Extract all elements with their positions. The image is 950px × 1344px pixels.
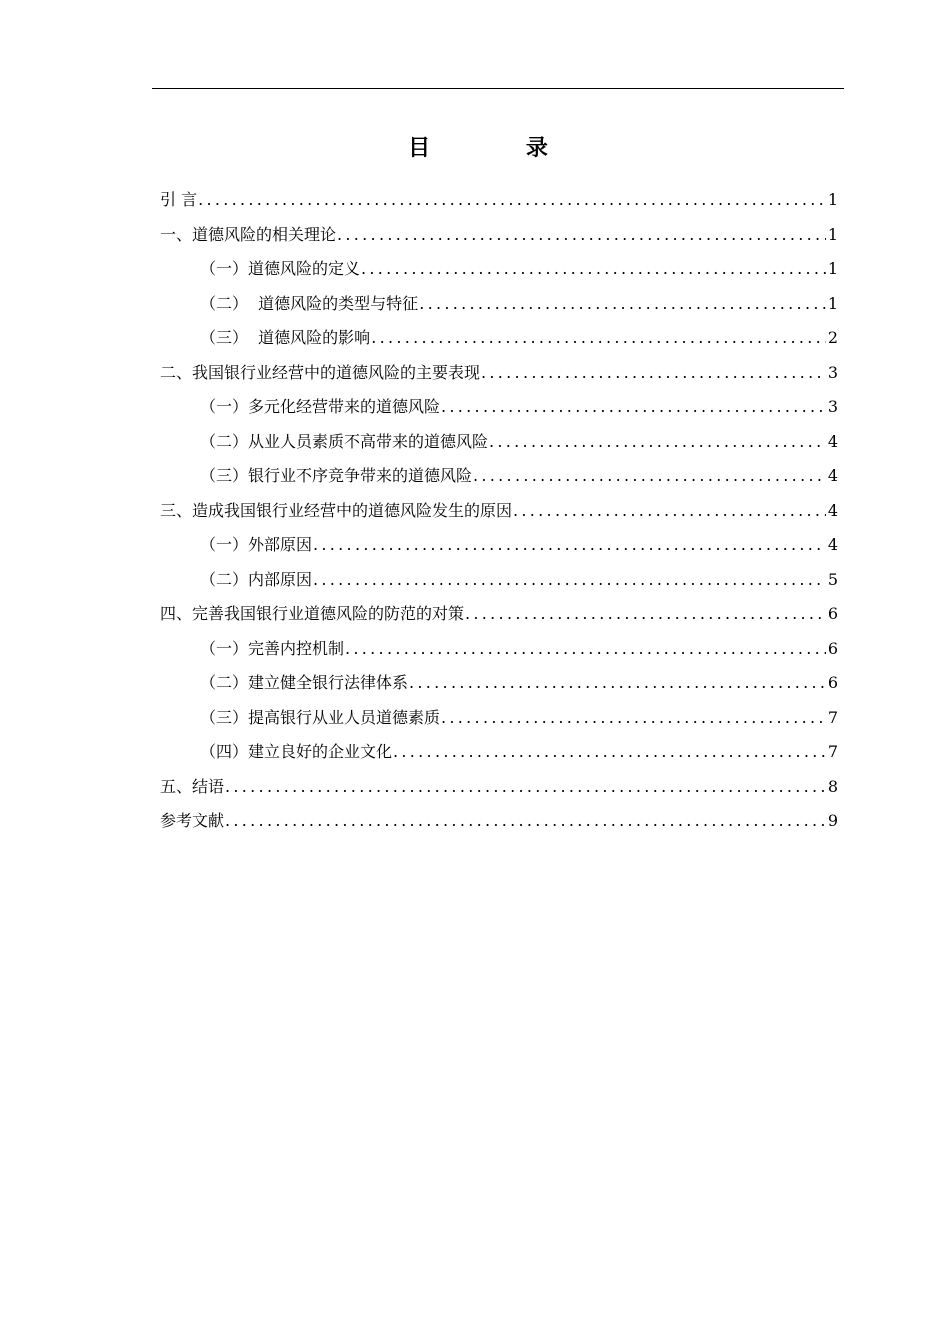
toc-dot-leader bbox=[513, 494, 826, 529]
toc-page-number: 7 bbox=[827, 707, 838, 727]
toc-dot-leader bbox=[409, 666, 826, 701]
toc-dot-leader bbox=[473, 459, 826, 494]
toc-entry-label: （三） 道德风险的影响 bbox=[200, 328, 371, 347]
toc-dot-leader bbox=[225, 770, 826, 805]
toc-entry[interactable] bbox=[160, 459, 838, 494]
toc-entry[interactable] bbox=[160, 563, 838, 598]
toc-page-number: 4 bbox=[827, 431, 838, 451]
toc-entry[interactable] bbox=[160, 252, 838, 287]
toc-entry[interactable] bbox=[160, 632, 838, 667]
toc-entry-label: 参考文献 bbox=[160, 811, 225, 830]
toc-page-number: 1 bbox=[827, 259, 838, 278]
toc-entry[interactable] bbox=[160, 183, 838, 218]
table-of-contents bbox=[160, 183, 838, 839]
toc-page-number: 4 bbox=[827, 500, 838, 520]
toc-entry-label: （三）银行业不序竞争带来的道德风险 bbox=[200, 466, 473, 485]
toc-entry-label: 引 言 bbox=[160, 190, 198, 209]
toc-entry[interactable] bbox=[160, 356, 838, 391]
toc-entry[interactable] bbox=[160, 218, 838, 253]
page-title: 目 录 bbox=[408, 135, 592, 161]
toc-dot-leader bbox=[481, 356, 826, 391]
toc-entry[interactable] bbox=[160, 390, 838, 425]
toc-page-number: 2 bbox=[827, 328, 838, 347]
toc-entry[interactable] bbox=[160, 287, 838, 322]
toc-page-number: 9 bbox=[827, 811, 838, 830]
toc-dot-leader bbox=[371, 321, 826, 356]
toc-entry-label: （二）内部原因 bbox=[200, 569, 313, 589]
toc-entry[interactable] bbox=[160, 770, 838, 805]
toc-dot-leader bbox=[441, 701, 826, 736]
toc-entry-label: （三）提高银行从业人员道德素质 bbox=[200, 707, 441, 727]
toc-entry[interactable] bbox=[160, 321, 838, 356]
toc-dot-leader bbox=[393, 735, 826, 770]
toc-page-number: 3 bbox=[827, 397, 838, 416]
toc-dot-leader bbox=[345, 632, 826, 667]
toc-entry-label: 三、造成我国银行业经营中的道德风险发生的原因 bbox=[160, 500, 513, 520]
toc-dot-leader bbox=[419, 287, 826, 322]
toc-page-number: 7 bbox=[827, 742, 838, 761]
toc-dot-leader bbox=[361, 252, 826, 287]
toc-entry[interactable] bbox=[160, 735, 838, 770]
toc-dot-leader bbox=[489, 425, 826, 460]
toc-entry-label: （一）外部原因 bbox=[200, 535, 313, 554]
toc-page-number: 3 bbox=[827, 362, 838, 382]
toc-dot-leader bbox=[198, 183, 826, 218]
toc-entry[interactable] bbox=[160, 494, 838, 529]
toc-entry[interactable] bbox=[160, 666, 838, 701]
toc-page-number: 1 bbox=[827, 190, 838, 209]
toc-entry-label: （二） 道德风险的类型与特征 bbox=[200, 293, 419, 313]
toc-page-number: 8 bbox=[827, 776, 838, 796]
toc-entry-label: （一）多元化经营带来的道德风险 bbox=[200, 397, 441, 416]
toc-entry[interactable] bbox=[160, 804, 838, 839]
toc-page-number: 6 bbox=[827, 604, 838, 623]
toc-page-number: 6 bbox=[827, 638, 838, 658]
toc-page-number: 6 bbox=[827, 673, 838, 692]
toc-dot-leader bbox=[337, 218, 826, 253]
header-rule bbox=[152, 88, 844, 89]
toc-entry[interactable] bbox=[160, 425, 838, 460]
toc-page-number: 4 bbox=[827, 466, 838, 485]
toc-dot-leader bbox=[313, 563, 826, 598]
toc-entry[interactable] bbox=[160, 701, 838, 736]
toc-page-number: 1 bbox=[827, 293, 838, 313]
toc-entry-label: （一）道德风险的定义 bbox=[200, 259, 361, 278]
toc-page-number: 4 bbox=[827, 535, 838, 554]
toc-entry-label: （二）建立健全银行法律体系 bbox=[200, 673, 409, 692]
toc-page-number: 1 bbox=[827, 224, 838, 244]
toc-entry-label: （一）完善内控机制 bbox=[200, 638, 345, 658]
toc-entry-label: 四、完善我国银行业道德风险的防范的对策 bbox=[160, 604, 465, 623]
toc-entry-label: （四）建立良好的企业文化 bbox=[200, 742, 393, 761]
toc-entry-label: 五、结语 bbox=[160, 776, 225, 796]
toc-dot-leader bbox=[313, 528, 826, 563]
toc-entry-label: （二）从业人员素质不高带来的道德风险 bbox=[200, 431, 489, 451]
toc-dot-leader bbox=[441, 390, 826, 425]
toc-dot-leader bbox=[225, 804, 826, 839]
toc-dot-leader bbox=[465, 597, 826, 632]
toc-entry[interactable] bbox=[160, 597, 838, 632]
toc-entry-label: 一、道德风险的相关理论 bbox=[160, 224, 337, 244]
toc-entry[interactable] bbox=[160, 528, 838, 563]
toc-page-number: 5 bbox=[827, 569, 838, 589]
toc-entry-label: 二、我国银行业经营中的道德风险的主要表现 bbox=[160, 362, 481, 382]
